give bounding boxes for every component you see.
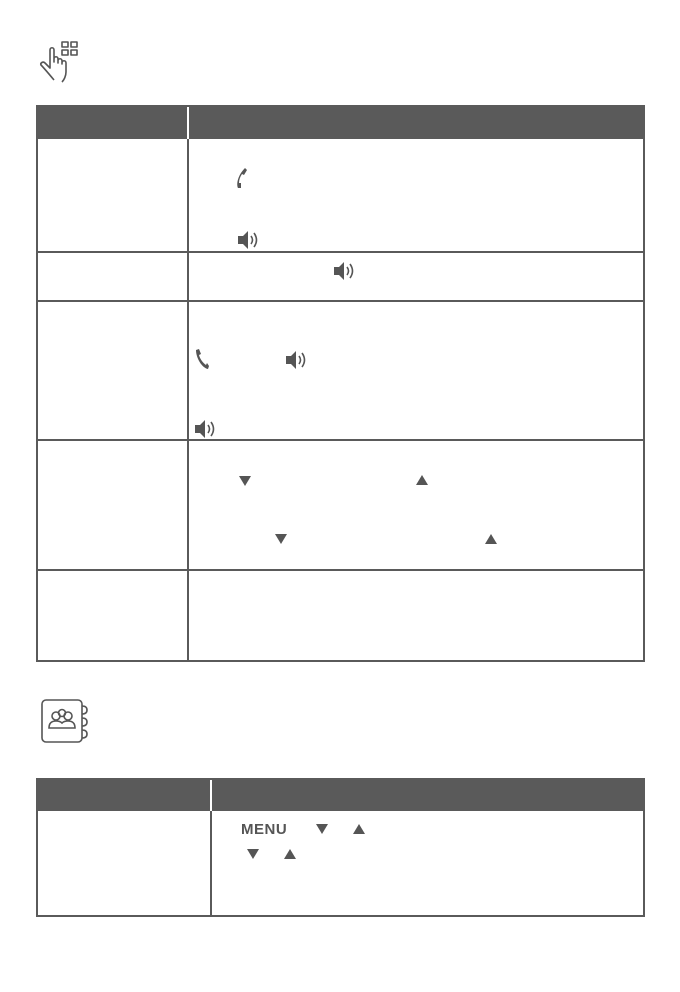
directory-table xyxy=(36,778,645,917)
table-header xyxy=(38,780,643,811)
speaker-icon xyxy=(284,350,308,370)
up-arrow-icon xyxy=(484,533,498,545)
speaker-icon xyxy=(236,230,260,250)
down-arrow-icon xyxy=(274,533,288,545)
up-arrow-icon xyxy=(352,823,366,835)
speaker-icon xyxy=(193,419,217,439)
down-arrow-icon xyxy=(315,823,329,835)
handset-operations-table xyxy=(36,105,645,662)
phone-handset-icon xyxy=(235,167,249,189)
column-divider xyxy=(210,811,212,915)
phone-handset-icon xyxy=(194,348,210,370)
column-divider xyxy=(187,139,189,660)
phonebook-icon xyxy=(40,696,90,746)
row-divider xyxy=(38,569,643,571)
up-arrow-icon xyxy=(415,474,429,486)
row-divider xyxy=(38,300,643,302)
menu-key-label: MENU xyxy=(241,821,288,838)
row-divider xyxy=(38,439,643,441)
keypad-hand-icon xyxy=(38,40,82,84)
row-divider xyxy=(38,251,643,253)
down-arrow-icon xyxy=(238,475,252,487)
up-arrow-icon xyxy=(283,848,297,860)
table-header xyxy=(38,107,643,139)
speaker-icon xyxy=(332,261,356,281)
down-arrow-icon xyxy=(246,848,260,860)
